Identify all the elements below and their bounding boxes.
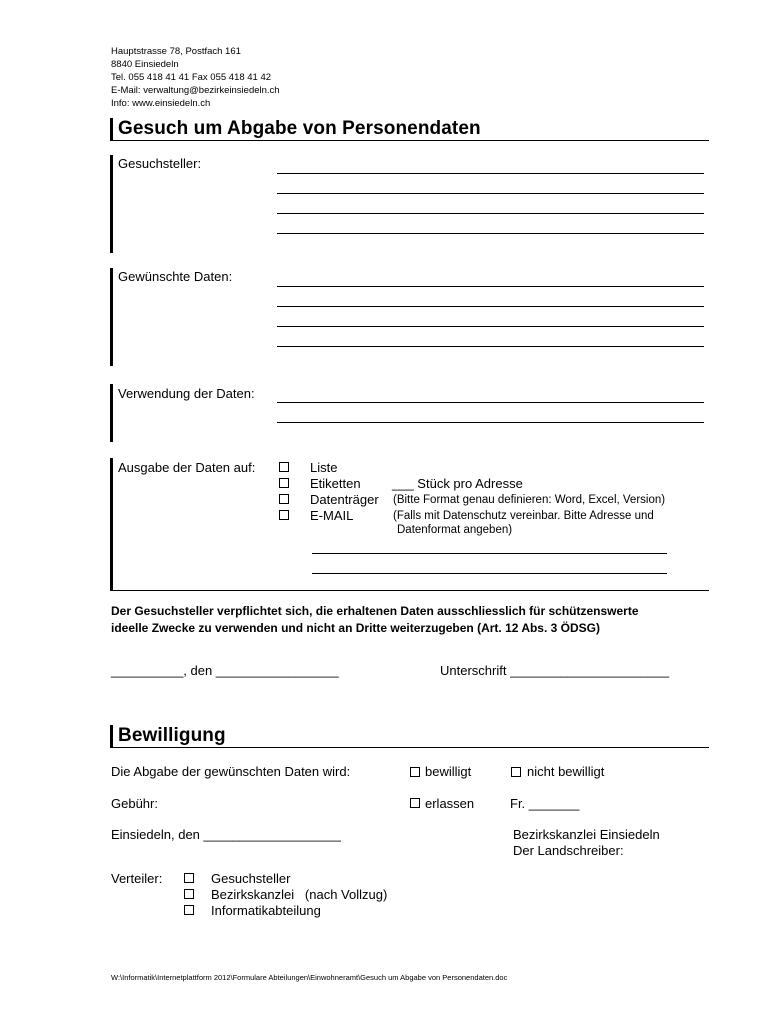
- declaration-line-2: ideelle Zwecke zu verwenden und nicht an Dritte weiterzugeben (Art. 12 Abs. 3 ÖDSG): [111, 621, 600, 635]
- distribution-label: Verteiler:: [111, 871, 163, 886]
- gesuchsteller-line-1[interactable]: [277, 173, 704, 174]
- distribution-item: Bezirkskanzlei (nach Vollzug): [211, 887, 388, 902]
- address-phone-fax: Tel. 055 418 41 41 Fax 055 418 41 42: [111, 72, 272, 83]
- footer-file-path: W:\Informatik\Internetplattform 2012\Formulare Abteilungen\Einwohneramt\Gesuch um Abgabe von Personendaten.doc: [111, 973, 508, 982]
- place-date-field[interactable]: __________, den _________________: [111, 663, 339, 678]
- address-block: [111, 45, 280, 110]
- approval-question: Die Abgabe der gewünschten Daten wird:: [111, 764, 351, 779]
- option-liste: Liste: [310, 460, 338, 475]
- label-gewuenschte-daten: Gewünschte Daten:: [118, 269, 233, 284]
- section-bar-verwendung: [110, 384, 113, 442]
- option-etiketten: Etiketten: [310, 476, 361, 491]
- approval-place-date-field[interactable]: Einsiedeln, den ___________________: [111, 827, 341, 842]
- gesuchsteller-line-3[interactable]: [277, 213, 704, 214]
- checkbox-verteiler-gesuchsteller[interactable]: [184, 873, 194, 883]
- gesuchsteller-line-2[interactable]: [277, 193, 704, 194]
- checkbox-nicht-bewilligt[interactable]: [511, 767, 521, 777]
- checkbox-verteiler-informatik[interactable]: [184, 905, 194, 915]
- option-datentraeger-detail: (Bitte Format genau definieren: Word, Excel, Version): [393, 494, 666, 506]
- checkbox-email[interactable]: [279, 510, 289, 520]
- gewuenschte-daten-line-3[interactable]: [277, 326, 704, 327]
- page-title: Gesuch um Abgabe von Personendaten: [118, 118, 481, 139]
- bewilligung-underline: [110, 747, 709, 748]
- address-city: 8840 Einsiedeln: [111, 59, 179, 70]
- ausgabe-line-1[interactable]: [312, 553, 667, 554]
- section-bar-gewuenschte-daten: [110, 268, 113, 366]
- bewilligung-bar: [110, 725, 113, 747]
- checkbox-bewilligt[interactable]: [410, 767, 420, 777]
- checkbox-etiketten[interactable]: [279, 478, 289, 488]
- gesuchsteller-line-4[interactable]: [277, 233, 704, 234]
- verwendung-line-2[interactable]: [277, 422, 704, 423]
- verwendung-line-1[interactable]: [277, 402, 704, 403]
- section-divider: [110, 590, 709, 591]
- title-bar: [110, 118, 113, 140]
- option-bewilligt: bewilligt: [425, 764, 472, 779]
- distribution-item: Gesuchsteller: [211, 871, 291, 886]
- gewuenschte-daten-line-2[interactable]: [277, 306, 704, 307]
- checkbox-liste[interactable]: [279, 462, 289, 472]
- ausgabe-line-2[interactable]: [312, 573, 667, 574]
- bewilligung-title: Bewilligung: [118, 725, 226, 746]
- gewuenschte-daten-line-1[interactable]: [277, 286, 704, 287]
- address-email: E-Mail: verwaltung@bezirkeinsiedeln.ch: [111, 85, 280, 96]
- signature-field[interactable]: Unterschrift ______________________: [440, 663, 670, 678]
- title-underline: [110, 140, 709, 141]
- option-nicht-bewilligt: nicht bewilligt: [527, 764, 605, 779]
- office-role: Der Landschreiber:: [513, 843, 624, 858]
- address-street: Hauptstrasse 78, Postfach 161: [111, 46, 241, 57]
- option-erlassen: erlassen: [425, 796, 475, 811]
- option-email-detail-1: (Falls mit Datenschutz vereinbar. Bitte Adresse und: [393, 510, 654, 522]
- option-datentraeger: Datenträger: [310, 492, 379, 507]
- section-bar-ausgabe: [110, 458, 113, 590]
- fee-amount-field[interactable]: Fr. _______: [510, 796, 580, 811]
- checkbox-erlassen[interactable]: [410, 798, 420, 808]
- section-bar-gesuchsteller: [110, 155, 113, 253]
- fee-label: Gebühr:: [111, 796, 158, 811]
- office-name: Bezirkskanzlei Einsiedeln: [513, 827, 660, 842]
- checkbox-datentraeger[interactable]: [279, 494, 289, 504]
- address-website: Info: www.einsiedeln.ch: [111, 98, 211, 109]
- option-email-detail-2: Datenformat angeben): [397, 524, 513, 536]
- declaration-text: [111, 603, 639, 637]
- distribution-item: Informatikabteilung: [211, 903, 321, 918]
- option-email: E-MAIL: [310, 508, 354, 523]
- gewuenschte-daten-line-4[interactable]: [277, 346, 704, 347]
- label-gesuchsteller: Gesuchsteller:: [118, 156, 202, 171]
- option-etiketten-detail: ___ Stück pro Adresse: [392, 476, 523, 491]
- checkbox-verteiler-bezirkskanzlei[interactable]: [184, 889, 194, 899]
- label-ausgabe: Ausgabe der Daten auf:: [118, 460, 256, 475]
- label-verwendung: Verwendung der Daten:: [118, 386, 255, 401]
- declaration-line-1: Der Gesuchsteller verpflichtet sich, die erhaltenen Daten ausschliesslich für schützenswerte: [111, 604, 639, 618]
